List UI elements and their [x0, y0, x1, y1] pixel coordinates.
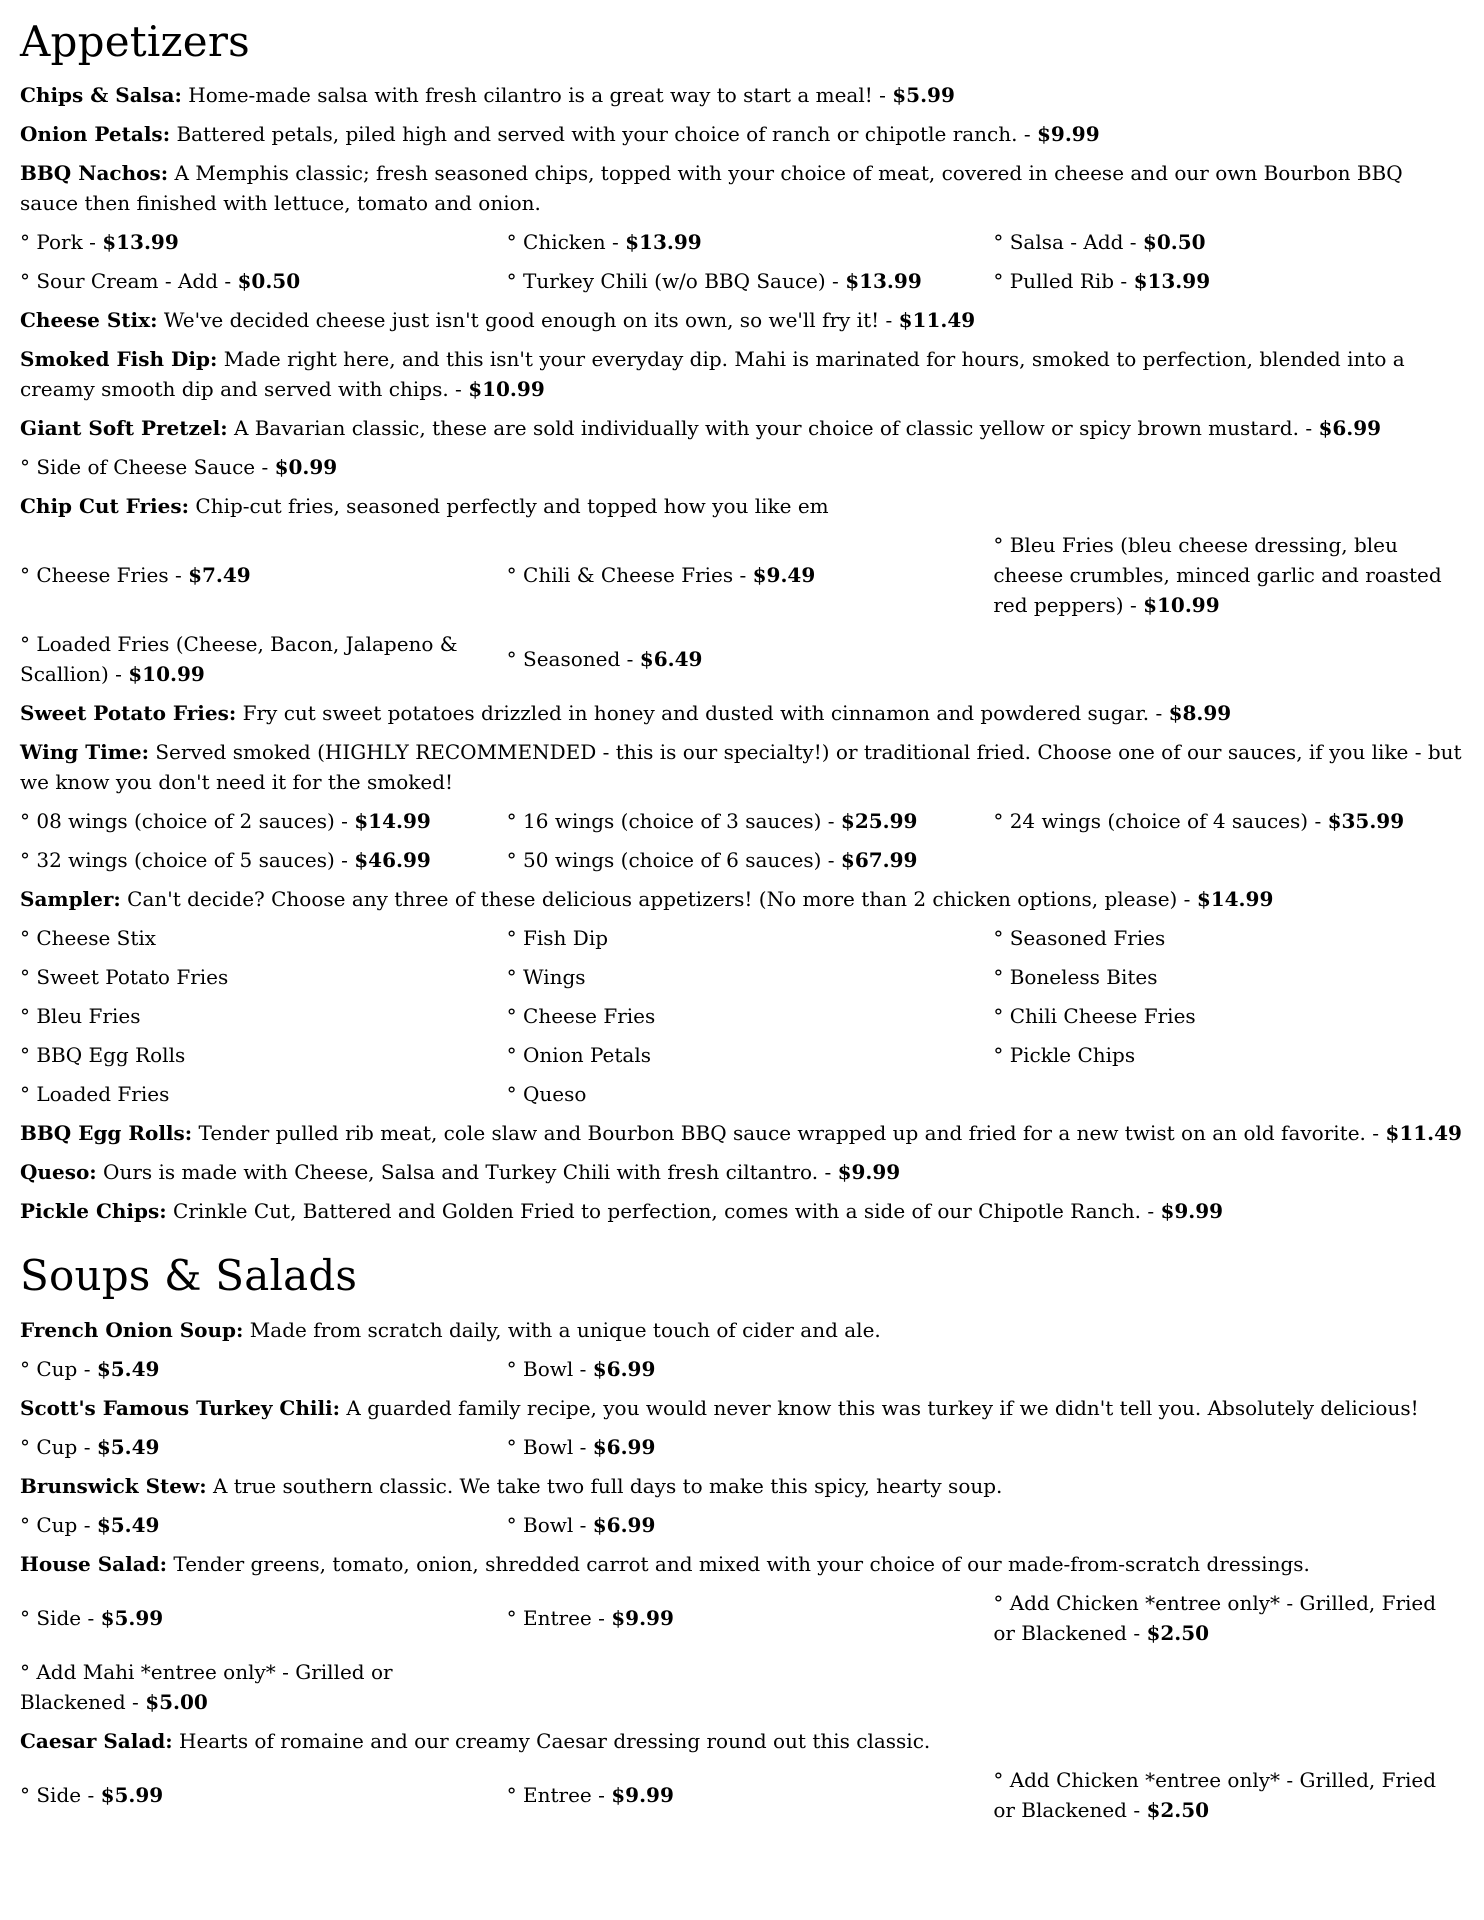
- option-label: Queso: [523, 1082, 587, 1107]
- option-bullet: °: [506, 848, 524, 873]
- option: [993, 1001, 1464, 1031]
- item-name: Queso: [20, 1160, 90, 1185]
- item-price-separator: -: [872, 83, 893, 108]
- item-name: Smoked Fish Dip: [20, 347, 210, 372]
- option-price: $67.99: [840, 848, 918, 873]
- option-bullet: °: [20, 269, 37, 294]
- item-name-colon: :: [159, 1551, 168, 1576]
- option-label: BBQ Egg Rolls: [36, 1043, 186, 1068]
- item-description: A true southern classic. We take two full days to make this spicy, hearty soup.: [212, 1473, 1003, 1498]
- item-name-colon: :: [220, 416, 228, 441]
- option-bullet: °: [506, 1782, 524, 1807]
- option-price-separator: -: [1126, 1620, 1147, 1645]
- option-price: $5.49: [96, 1356, 160, 1381]
- item-name-colon: :: [159, 1199, 167, 1224]
- option-price-separator: -: [334, 809, 355, 834]
- option-bullet: °: [20, 809, 37, 834]
- option-bullet: °: [506, 563, 524, 588]
- option-price: $6.99: [592, 1356, 656, 1381]
- option-label: Chicken: [523, 230, 606, 255]
- option-label: Cup: [36, 1434, 78, 1459]
- item-name-colon: :: [184, 1121, 193, 1146]
- item-name-colon: :: [228, 701, 237, 726]
- option-label: Loaded Fries: [36, 1082, 170, 1107]
- item-name: House Salad: [20, 1551, 160, 1576]
- option: [993, 1588, 1464, 1648]
- item-name-colon: :: [150, 308, 158, 333]
- item-price: $11.49: [898, 308, 976, 333]
- option-price: $13.99: [1133, 269, 1211, 294]
- option-label: Loaded Fries (Cheese, Bacon, Jalapeno & Scallion): [20, 632, 458, 687]
- item-name: Wing Time: [20, 740, 142, 765]
- option: [507, 923, 978, 953]
- options-grid: [20, 1354, 1464, 1384]
- option-label: Cheese Stix: [36, 926, 157, 951]
- option-price-separator: -: [108, 662, 129, 687]
- option: [507, 962, 978, 992]
- option: [20, 1001, 491, 1031]
- option: [507, 1354, 978, 1384]
- section-title: Soups & Salads: [20, 1251, 358, 1301]
- option-price-separator: -: [1123, 593, 1144, 618]
- option-label: Pulled Rib: [1009, 269, 1115, 294]
- option: [20, 845, 491, 875]
- option: [993, 962, 1464, 992]
- item-name: Sampler: [20, 887, 114, 912]
- item-name: Chips & Salsa: [20, 83, 175, 108]
- option: [993, 227, 1464, 257]
- option-price-separator: -: [825, 269, 846, 294]
- option: [507, 644, 978, 674]
- item-name: Brunswick Stew: [20, 1473, 200, 1498]
- option-label: Add Chicken *entree only* - Grilled, Fried or Blackened: [993, 1590, 1437, 1645]
- option-price-separator: -: [334, 848, 355, 873]
- option-price-separator: -: [573, 1512, 593, 1537]
- option-label: Bleu Fries: [36, 1004, 141, 1029]
- item-name: Onion Petals: [20, 122, 163, 147]
- item-price-separator: -: [1177, 887, 1197, 912]
- option-label: Turkey Chili (w/o BBQ Sauce): [523, 269, 826, 294]
- option: [507, 266, 978, 296]
- option: [20, 923, 491, 953]
- option: [20, 1603, 491, 1633]
- option-price-separator: -: [125, 1689, 146, 1714]
- option-price-separator: -: [1126, 1797, 1147, 1822]
- item-name: Caesar Salad: [20, 1728, 166, 1753]
- menu-item: [20, 80, 1464, 110]
- option: [20, 227, 491, 257]
- option: [20, 1510, 491, 1540]
- option-bullet: °: [506, 1512, 524, 1537]
- option-price-separator: -: [821, 848, 841, 873]
- option: [507, 1001, 978, 1031]
- option-bullet: °: [993, 926, 1010, 951]
- section-title: Appetizers: [20, 17, 250, 66]
- item-description: Can't decide? Choose any three of these delicious appetizers! (No more than 2 chicken options, please): [127, 887, 1178, 912]
- option-price-separator: -: [77, 1512, 97, 1537]
- menu-item: [20, 491, 1464, 521]
- option-price: $6.49: [639, 647, 703, 672]
- menu-item: [20, 1726, 1464, 1756]
- option-price: $9.99: [611, 1605, 674, 1630]
- option-price-separator: -: [821, 809, 841, 834]
- option-bullet: °: [20, 1512, 37, 1537]
- item-price-separator: -: [448, 377, 469, 402]
- item-price: $9.99: [1160, 1199, 1224, 1224]
- option-price: $6.99: [592, 1512, 656, 1537]
- menu-item: [20, 884, 1464, 914]
- option-price: $7.49: [188, 563, 251, 588]
- item-name: BBQ Egg Rolls: [20, 1121, 185, 1146]
- option-price: $9.49: [752, 563, 816, 588]
- item-name-colon: :: [113, 887, 121, 912]
- option-price-separator: -: [168, 563, 189, 588]
- option-label: Wings: [523, 965, 586, 990]
- item-description: Ours is made with Cheese, Salsa and Turkey Chili with fresh ciltantro.: [103, 1160, 819, 1185]
- item-price: $11.49: [1385, 1121, 1462, 1146]
- option-price-separator: -: [1308, 809, 1328, 834]
- option-label: Entree: [523, 1782, 592, 1807]
- item-price: $8.99: [1168, 701, 1232, 726]
- item-name: French Onion Soup: [20, 1317, 237, 1342]
- menu-item: [20, 1118, 1464, 1148]
- option-bullet: °: [993, 230, 1010, 255]
- option: [507, 1432, 978, 1462]
- option-label: 08 wings (choice of 2 sauces): [36, 809, 335, 834]
- option: [507, 1079, 978, 1109]
- option-bullet: °: [506, 1356, 524, 1381]
- option: [20, 629, 491, 689]
- option-label: Chili & Cheese Fries: [523, 563, 734, 588]
- options-grid: [20, 1588, 1464, 1717]
- option-bullet: °: [20, 1605, 37, 1630]
- item-description: Fry cut sweet potatoes drizzled in honey and dusted with cinnamon and powdered sugar.: [242, 701, 1150, 726]
- menu-item: [20, 737, 1464, 797]
- option: [993, 530, 1464, 620]
- option-bullet: °: [506, 1004, 524, 1029]
- option-price: $5.49: [96, 1512, 160, 1537]
- menu-item: [20, 413, 1464, 443]
- item-price: $14.99: [1196, 887, 1274, 912]
- option: [20, 266, 491, 296]
- option-price-separator: -: [591, 1782, 612, 1807]
- item-name-colon: :: [199, 1473, 207, 1498]
- menu-item: [20, 1393, 1464, 1423]
- option-bullet: °: [20, 848, 37, 873]
- option-price-separator: -: [591, 1605, 612, 1630]
- option-price: $5.49: [96, 1434, 160, 1459]
- item-name-colon: :: [209, 347, 218, 372]
- option-label: Cup: [36, 1356, 78, 1381]
- option-bullet: °: [506, 1082, 524, 1107]
- item-price-separator: -: [818, 1160, 838, 1185]
- option: [993, 1040, 1464, 1070]
- option-price: $5.99: [100, 1782, 164, 1807]
- option-bullet: °: [20, 230, 37, 255]
- menu-item: [20, 698, 1464, 728]
- option-label: Side: [36, 1782, 82, 1807]
- item-price-separator: -: [879, 308, 899, 333]
- option-label: Cheese Fries: [36, 563, 169, 588]
- item-price: $9.99: [837, 1160, 901, 1185]
- option-bullet: °: [20, 1434, 37, 1459]
- option-price: $0.50: [237, 269, 301, 294]
- item-description: Chip-cut fries, seasoned perfectly and topped how you like em: [195, 494, 829, 519]
- option-label: Sweet Potato Fries: [36, 965, 229, 990]
- item-price-separator: -: [1365, 1121, 1386, 1146]
- option-bullet: °: [993, 1004, 1010, 1029]
- option-bullet: °: [506, 647, 524, 672]
- option-label: Side of Cheese Sauce: [36, 455, 256, 480]
- option-label: Bowl: [523, 1512, 574, 1537]
- option: [993, 1765, 1464, 1825]
- menu-item: [20, 1196, 1464, 1226]
- option-bullet: °: [506, 269, 524, 294]
- option-price: $9.99: [611, 1782, 674, 1807]
- options-grid: [20, 452, 1464, 482]
- option: [20, 1354, 491, 1384]
- item-description: We've decided cheese just isn't good enough on its own, so we'll fry it!: [163, 308, 880, 333]
- option-label: 16 wings (choice of 3 sauces): [523, 809, 822, 834]
- options-grid: [20, 1432, 1464, 1462]
- option-label: Fish Dip: [523, 926, 609, 951]
- item-price: $6.99: [1318, 416, 1382, 441]
- option: [20, 1079, 491, 1109]
- option-bullet: °: [20, 632, 37, 657]
- option-bullet: °: [20, 1004, 37, 1029]
- item-name-colon: :: [162, 122, 171, 147]
- option-label: Add Chicken *entree only* - Grilled, Fried or Blackened: [993, 1767, 1437, 1822]
- option-bullet: °: [20, 1356, 37, 1381]
- option-bullet: °: [993, 1043, 1010, 1068]
- option-label: Sour Cream - Add: [36, 269, 219, 294]
- option-price-separator: -: [81, 1605, 101, 1630]
- option-label: Cup: [36, 1512, 78, 1537]
- item-price-separator: -: [1149, 701, 1169, 726]
- item-price: $9.99: [1036, 122, 1100, 147]
- option: [993, 923, 1464, 953]
- option-label: Seasoned: [523, 647, 621, 672]
- option-price-separator: -: [620, 647, 640, 672]
- options-grid: [20, 530, 1464, 689]
- option-bullet: °: [20, 1659, 37, 1684]
- option-price: $2.50: [1146, 1620, 1210, 1645]
- item-name-colon: :: [89, 1160, 97, 1185]
- option-bullet: °: [20, 1043, 37, 1068]
- option: [993, 266, 1464, 296]
- option-price: $13.99: [845, 269, 922, 294]
- option-bullet: °: [20, 965, 37, 990]
- option-label: Pickle Chips: [1009, 1043, 1136, 1068]
- option-price-separator: -: [573, 1356, 593, 1381]
- option-price-separator: -: [77, 1434, 97, 1459]
- option: [20, 806, 491, 836]
- option-price: $25.99: [840, 809, 918, 834]
- item-price-separator: -: [1140, 1199, 1161, 1224]
- option-bullet: °: [506, 1434, 524, 1459]
- option-price-separator: -: [77, 1356, 97, 1381]
- option-price-separator: -: [218, 269, 238, 294]
- option-price-separator: -: [573, 1434, 593, 1459]
- item-description: A guarded family recipe, you would never know this was turkey if we didn't tell you. Absolutely delicious!: [346, 1395, 1419, 1420]
- option-bullet: °: [993, 533, 1010, 558]
- option: [507, 1780, 978, 1810]
- menu-item: [20, 1471, 1464, 1501]
- option-price: $14.99: [354, 809, 431, 834]
- option-label: Boneless Bites: [1009, 965, 1158, 990]
- option-price-separator: -: [255, 455, 275, 480]
- item-name: BBQ Nachos: [20, 161, 161, 186]
- options-grid: [20, 1765, 1464, 1825]
- item-description: Crinkle Cut, Battered and Golden Fried to perfection, comes with a side of our Chipotle Ranch.: [173, 1199, 1141, 1224]
- option-bullet: °: [506, 230, 524, 255]
- option-label: Bleu Fries (bleu cheese dressing, bleu cheese crumbles, minced garlic and roasted red peppers): [993, 533, 1442, 618]
- item-description: Served smoked (HIGHLY RECOMMENDED - this is our specialty!) or traditional fried. Choose one of our sauces, if you like - but we know you don't need it for the smoked!: [20, 740, 1462, 795]
- option-price: $35.99: [1327, 809, 1405, 834]
- item-description: Home-made salsa with fresh cilantro is a great way to start a meal!: [188, 83, 873, 108]
- item-name: Sweet Potato Fries: [20, 701, 229, 726]
- option: [507, 227, 978, 257]
- option-price: $10.99: [128, 662, 205, 687]
- option: [20, 1040, 491, 1070]
- option-price-separator: -: [81, 1782, 101, 1807]
- option-price: $5.99: [100, 1605, 164, 1630]
- item-price: $5.99: [892, 83, 955, 108]
- option-bullet: °: [20, 455, 37, 480]
- item-description: Made right here, and this isn't your everyday dip. Mahi is marinated for hours, smoked to perfection, blended into a creamy smooth dip and served with chips.: [20, 347, 1405, 402]
- option-label: Seasoned Fries: [1009, 926, 1166, 951]
- item-name: Pickle Chips: [20, 1199, 160, 1224]
- option-label: Bowl: [523, 1356, 574, 1381]
- option-price-separator: -: [733, 563, 753, 588]
- option-price: $6.99: [592, 1434, 656, 1459]
- option: [507, 1510, 978, 1540]
- options-grid: [20, 806, 1464, 875]
- option-bullet: °: [20, 1782, 37, 1807]
- option-bullet: °: [506, 965, 524, 990]
- option-price: $0.99: [274, 455, 338, 480]
- menu-item: [20, 1157, 1464, 1187]
- item-price-separator: -: [1017, 122, 1037, 147]
- option-label: 24 wings (choice of 4 sauces): [1009, 809, 1309, 834]
- item-name-colon: :: [141, 740, 149, 765]
- option-label: 32 wings (choice of 5 sauces): [36, 848, 335, 873]
- option-bullet: °: [993, 965, 1010, 990]
- option-bullet: °: [20, 1082, 37, 1107]
- item-description: Battered petals, piled high and served with your choice of ranch or chipotle ranch.: [176, 122, 1018, 147]
- option-bullet: °: [993, 809, 1010, 834]
- option-price-separator: -: [605, 230, 626, 255]
- option-bullet: °: [506, 1605, 524, 1630]
- option-price: $2.50: [1146, 1797, 1210, 1822]
- option-label: Side: [36, 1605, 82, 1630]
- option-label: Bowl: [523, 1434, 574, 1459]
- option: [993, 806, 1464, 836]
- menu-item: [20, 1315, 1464, 1345]
- option-label: Chili Cheese Fries: [1009, 1004, 1196, 1029]
- option-bullet: °: [993, 1767, 1010, 1792]
- item-name-colon: :: [236, 1317, 244, 1342]
- option: [507, 845, 978, 875]
- item-name: Giant Soft Pretzel: [20, 416, 221, 441]
- item-description: Tender greens, tomato, onion, shredded carrot and mixed with your choice of our made-from-scratch dressings.: [173, 1551, 1310, 1576]
- option-label: Pork: [36, 230, 83, 255]
- item-description: A Bavarian classic, these are sold individually with your choice of classic yellow or spicy brown mustard.: [233, 416, 1299, 441]
- option-price: $13.99: [625, 230, 702, 255]
- item-price: $10.99: [468, 377, 545, 402]
- item-name-colon: :: [160, 161, 169, 186]
- item-name-colon: :: [332, 1395, 341, 1420]
- item-name: Cheese Stix: [20, 308, 151, 333]
- option-price: $5.00: [145, 1689, 208, 1714]
- item-name-colon: :: [181, 494, 190, 519]
- options-grid: [20, 227, 1464, 296]
- option-bullet: °: [506, 1043, 524, 1068]
- option: [20, 1780, 491, 1810]
- menu-item: [20, 158, 1464, 218]
- menu-item: [20, 305, 1464, 335]
- option: [507, 806, 978, 836]
- option-price-separator: -: [1123, 230, 1143, 255]
- option-label: Entree: [523, 1605, 592, 1630]
- item-description: Made from scratch daily, with a unique touch of cider and ale.: [249, 1317, 881, 1342]
- option-price-separator: -: [1114, 269, 1134, 294]
- option: [20, 962, 491, 992]
- options-grid: [20, 923, 1464, 1109]
- item-description: Tender pulled rib meat, cole slaw and Bourbon BBQ sauce wrapped up and fried for a new twist on an old favorite.: [198, 1121, 1366, 1146]
- option: [20, 1657, 491, 1717]
- option-label: Salsa - Add: [1009, 230, 1124, 255]
- option: [507, 1603, 978, 1633]
- option-label: Add Mahi *entree only* - Grilled or Blackened: [20, 1659, 393, 1714]
- option-label: Cheese Fries: [523, 1004, 656, 1029]
- option-price: $13.99: [102, 230, 179, 255]
- option-price-separator: -: [82, 230, 103, 255]
- option-price: $46.99: [354, 848, 431, 873]
- option: [507, 560, 978, 590]
- item-name-colon: :: [165, 1728, 173, 1753]
- option: [20, 560, 491, 590]
- option-price: $0.50: [1142, 230, 1206, 255]
- item-description: Hearts of romaine and our creamy Caesar dressing round out this classic.: [179, 1728, 931, 1753]
- menu-item: [20, 344, 1464, 404]
- option-bullet: °: [20, 563, 37, 588]
- option-label: 50 wings (choice of 6 sauces): [523, 848, 822, 873]
- option-bullet: °: [20, 926, 37, 951]
- option-price: $10.99: [1143, 593, 1220, 618]
- option: [20, 452, 491, 482]
- item-name-colon: :: [174, 83, 182, 108]
- option-bullet: °: [506, 926, 524, 951]
- menu-item: [20, 119, 1464, 149]
- item-price-separator: -: [1298, 416, 1319, 441]
- option-bullet: °: [993, 269, 1010, 294]
- option: [507, 1040, 978, 1070]
- option-label: Onion Petals: [523, 1043, 651, 1068]
- menu-item: [20, 1549, 1464, 1579]
- item-name: Scott's Famous Turkey Chili: [20, 1395, 333, 1420]
- option-bullet: °: [506, 809, 524, 834]
- option-bullet: °: [993, 1590, 1010, 1615]
- item-description: A Memphis classic; fresh seasoned chips, topped with your choice of meat, covered in cheese and our own Bourbon BBQ sauce then finished with lettuce, tomato and onion.: [20, 161, 1403, 216]
- item-name: Chip Cut Fries: [20, 494, 182, 519]
- option: [20, 1432, 491, 1462]
- options-grid: [20, 1510, 1464, 1540]
